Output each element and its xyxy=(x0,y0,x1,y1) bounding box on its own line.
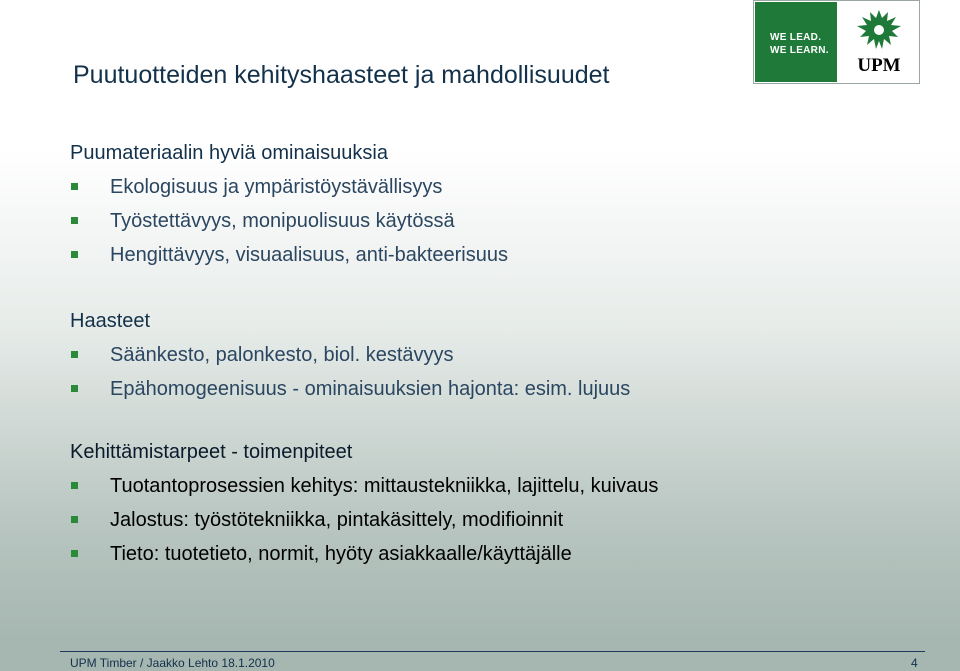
square-bullet-icon xyxy=(71,217,78,224)
section-heading: Haasteet xyxy=(70,310,151,332)
list-item-text: Ekologisuus ja ympäristöystävällisyys xyxy=(110,176,443,198)
logo-slogan xyxy=(770,31,829,57)
griffin-icon xyxy=(851,6,907,58)
square-bullet-icon xyxy=(71,385,78,392)
logo-slogan-line1: WE LEAD. xyxy=(770,32,822,43)
list-item-text: Säänkesto, palonkesto, biol. kestävyys xyxy=(110,344,454,366)
section-development-needs xyxy=(70,435,659,571)
logo-slogan-line2: WE LEARN. xyxy=(770,45,829,56)
list-item-text: Hengittävyys, visuaalisuus, anti-bakteerisuus xyxy=(110,244,508,266)
slide-title: Puutuotteiden kehityshaasteet ja mahdollisuudet xyxy=(73,61,610,89)
list-item xyxy=(70,170,443,204)
square-bullet-icon xyxy=(71,251,78,258)
section-good-properties xyxy=(70,136,508,272)
list-item xyxy=(70,372,631,406)
page-number: 4 xyxy=(911,656,918,670)
list-item-text: Jalostus: työstötekniikka, pintakäsittely, modifioinnit xyxy=(110,509,564,531)
list-item-text: Epähomogeenisuus - ominaisuuksien hajonta: esim. lujuus xyxy=(110,378,631,400)
footer-divider xyxy=(60,651,925,652)
list-item-text: Tieto: tuotetieto, normit, hyöty asiakkaalle/käyttäjälle xyxy=(110,543,572,565)
list-item xyxy=(70,204,455,238)
square-bullet-icon xyxy=(71,482,78,489)
section-heading: Puumateriaalin hyviä ominaisuuksia xyxy=(70,142,388,164)
footer-text: UPM Timber / Jaakko Lehto 18.1.2010 xyxy=(70,656,275,670)
square-bullet-icon xyxy=(71,351,78,358)
square-bullet-icon xyxy=(71,550,78,557)
list-item xyxy=(70,469,659,503)
upm-logo xyxy=(753,0,920,84)
list-item xyxy=(70,338,454,372)
square-bullet-icon xyxy=(71,516,78,523)
list-item-text: Työstettävyys, monipuolisuus käytössä xyxy=(110,210,455,232)
list-item xyxy=(70,537,572,571)
list-item xyxy=(70,503,564,537)
section-heading: Kehittämistarpeet - toimenpiteet xyxy=(70,441,353,463)
logo-brand-text: UPM xyxy=(857,55,901,76)
logo-green-panel xyxy=(755,2,837,82)
square-bullet-icon xyxy=(71,183,78,190)
section-challenges xyxy=(70,304,631,406)
list-item xyxy=(70,238,508,272)
list-item-text: Tuotantoprosessien kehitys: mittaustekniikka, lajittelu, kuivaus xyxy=(110,475,659,497)
